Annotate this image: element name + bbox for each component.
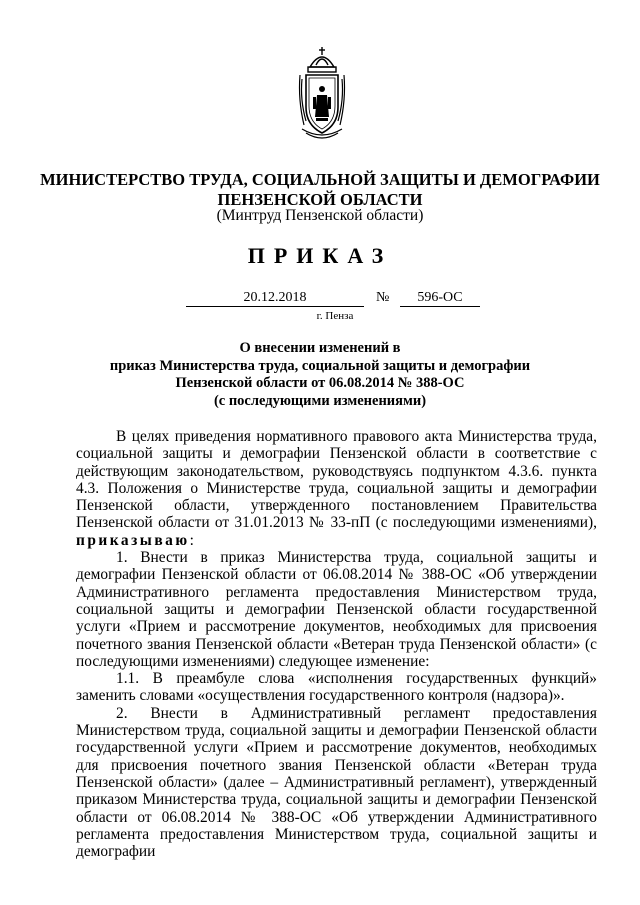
document-body: [76, 428, 597, 860]
organization-name-line1: МИНИСТЕРСТВО ТРУДА, СОЦИАЛЬНОЙ ЗАЩИТЫ И ДЕМОГРАФИИ: [40, 170, 600, 189]
document-number: 596-ОС: [400, 290, 480, 307]
item-1-paragraph: 1. Внести в приказ Министерства труда, социальной защиты и демографии Пензенской области от 06.08.2014 № 388-ОС «Об утверждении Административного регламента предоставления Министерством труда, социальной защиты и демографии Пензенской области государственной услуги «Прием и рассмотрение документов, необходимых для присвоения почетного звания Пензенской области «Ветеран труда Пензенской области» (с последующими изменениями) следующее изменение:: [76, 549, 597, 670]
preamble-paragraph: [76, 428, 597, 549]
document-title: [90, 340, 550, 410]
organization-short-name: (Минтруд Пензенской области): [216, 207, 424, 224]
title-line: Пензенской области от 06.08.2014 № 388-ОС: [175, 375, 465, 391]
order-colon: :: [189, 531, 194, 549]
document-city: г. Пенза: [316, 310, 354, 322]
title-line: О внесении изменений в: [239, 340, 401, 356]
coat-of-arms-icon: [296, 45, 348, 143]
organization-name-line2: ПЕНЗЕНСКОЙ ОБЛАСТИ: [217, 190, 423, 209]
number-sign: №: [376, 290, 390, 305]
item-2-paragraph: 2. Внести в Административный регламент предоставления Министерством труда, социальной защиты и демографии Пензенской области государственной услуги «Прием и рассмотрение документов, необходимых для присвоения почетного звания Пензенской области «Ветеран труда Пензенской области» (далее – Административный регламент), утвержденный приказом Министерства труда, социальной защиты и демографии Пензенской области от 06.08.2014 № 388-ОС «Об утверждении Административного регламента предоставления Министерством труда, социальной защиты и демографии: [76, 704, 597, 861]
title-line: (с последующими изменениями): [213, 392, 427, 409]
preamble-text: В целях приведения нормативного правового акта Министерства труда, социальной защиты и демографии Пензенской области в соответствие с действующим законодательством, руководствуясь подпунктом 4.3.6. пункта 4.3. Положения о Министерстве труда, социальной защиты и демографии Пензенской области, утвержденного постановлением Правительства Пензенской области от 31.01.2013 № 33-пП (с последующими изменениями),: [76, 428, 597, 532]
document-date: 20.12.2018: [186, 290, 364, 307]
item-1-1-paragraph: 1.1. В преамбуле слова «исполнения государственных функций» заменить словами «осуществления государственного контроля (надзора)».: [76, 670, 597, 705]
title-line: приказ Министерства труда, социальной защиты и демографии: [109, 357, 531, 374]
document-type: ПРИКАЗ: [247, 243, 393, 268]
order-word: приказываю: [76, 531, 190, 549]
